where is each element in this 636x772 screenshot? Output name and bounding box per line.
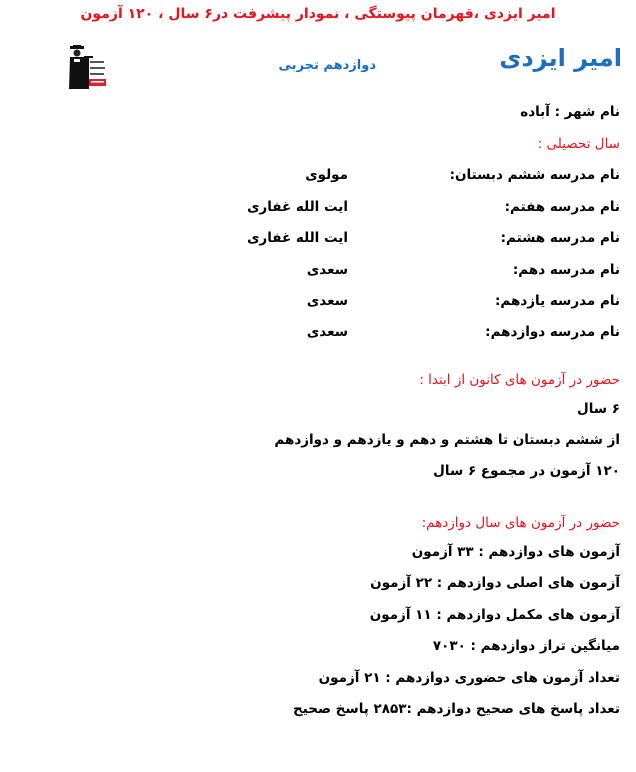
grade12-correct-answers: تعداد پاسخ های صحیح دوازدهم :۲۸۵۳ پاسخ صحیح [292,701,620,717]
grade12-average-score: میانگین تراز دوازدهم : ۷۰۳۰ [432,638,620,654]
school-label-12: نام مدرسه دوازدهم: [485,324,620,340]
kanoon-logo-icon [67,45,111,91]
page-top-title: امیر ایزدی ،قهرمان پیوستگی ، نمودار پیشرفت در۶ سال ، ۱۲۰ آزمون [80,6,556,22]
academic-year-heading: سال تحصیلی : [537,136,620,152]
school-label-7: نام مدرسه هفتم: [504,199,620,215]
attendance-grade12-heading: حضور در آزمون های سال دوازدهم: [421,515,620,531]
school-value-11: سعدی [306,293,348,309]
attendance-since-start-heading: حضور در آزمون های کانون از ابتدا : [419,372,620,388]
city-line: نام شهر : آباده [520,104,620,120]
school-value-12: سعدی [306,324,348,340]
grade12-supplementary-exams: آزمون های مکمل دوازدهم : ۱۱ آزمون [369,607,620,623]
school-label-10: نام مدرسه دهم: [512,262,620,278]
attendance-grades: از ششم دبستان تا هشتم و دهم و یازدهم و دوازدهم [274,432,620,448]
grade12-in-person-exams: تعداد آزمون های حضوری دوازدهم : ۲۱ آزمون [318,670,620,686]
school-value-8: ایت الله غفاری [247,230,348,246]
school-label-6: نام مدرسه ششم دبستان: [449,167,620,183]
school-value-10: سعدی [306,262,348,278]
attendance-years: ۶ سال [576,401,620,417]
school-label-8: نام مدرسه هشتم: [500,230,620,246]
grade-label: دوازدهم تجربی [278,58,376,73]
grade12-main-exams: آزمون های اصلی دوازدهم : ۲۲ آزمون [370,575,620,591]
school-label-11: نام مدرسه یازدهم: [494,293,620,309]
school-value-6: مولوی [305,167,348,183]
attendance-total-exams: ۱۲۰ آزمون در مجموع ۶ سال [433,463,620,479]
grade12-exams: آزمون های دوازدهم : ۳۳ آزمون [411,544,620,560]
school-value-7: ایت الله غفاری [247,199,348,215]
student-name: امیر ایزدی [499,44,622,72]
